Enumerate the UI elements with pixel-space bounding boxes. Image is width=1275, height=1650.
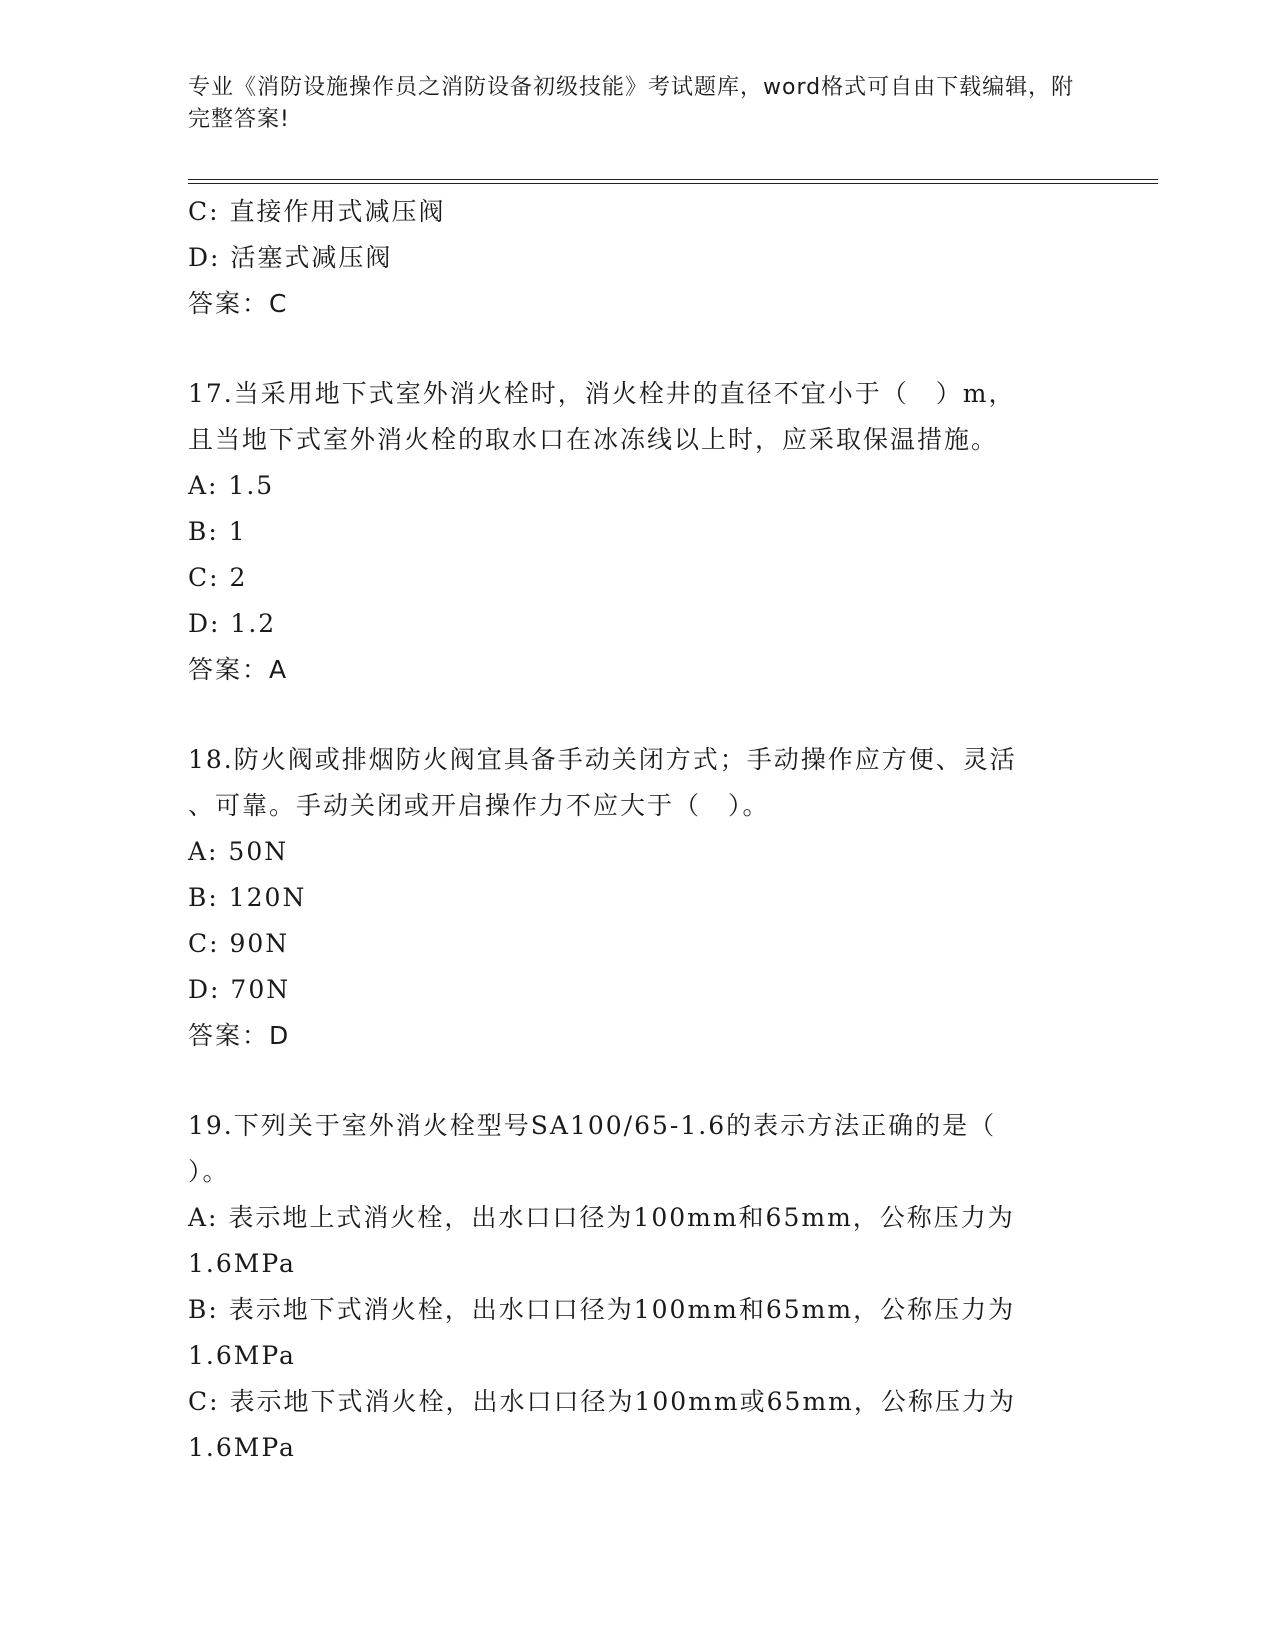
header-note: 专业《消防设施操作员之消防设备初级技能》考试题库，word格式可自由下载编辑，附完整答案! bbox=[188, 75, 1075, 132]
option-c: C: 2 bbox=[188, 563, 248, 592]
option-a-continued: 1.6MPa bbox=[188, 1249, 296, 1278]
option-a: A: 1.5 bbox=[188, 471, 275, 500]
question-stem: ）。 bbox=[188, 1157, 230, 1186]
question-stem: 19.下列关于室外消火栓型号SA100/65-1.6的表示方法正确的是（ bbox=[188, 1111, 997, 1140]
option-a: A: 50N bbox=[188, 837, 289, 866]
question-stem: 、可靠。手动关闭或开启操作力不应大于（ ）。 bbox=[188, 791, 770, 820]
question-19 bbox=[188, 1103, 1088, 1471]
option-c: C: 表示地下式消火栓，出水口口径为100mm或65mm，公称压力为 bbox=[188, 1387, 1016, 1416]
option-b: B: 1 bbox=[188, 517, 247, 546]
spacer bbox=[188, 1059, 1088, 1103]
option-d: D: 1.2 bbox=[188, 609, 277, 638]
option-c: C: 直接作用式减压阀 bbox=[188, 197, 446, 226]
question-stem: 且当地下式室外消火栓的取水口在冰冻线以上时，应采取保温措施。 bbox=[188, 425, 999, 454]
header-divider-bottom bbox=[188, 183, 1158, 184]
option-c: C: 90N bbox=[188, 929, 290, 958]
answer: 答案：D bbox=[188, 1021, 291, 1050]
question-list bbox=[188, 189, 1088, 1471]
question-16-tail bbox=[188, 189, 1088, 327]
header-divider-top bbox=[188, 179, 1158, 180]
option-d: D: 活塞式减压阀 bbox=[188, 243, 393, 272]
answer: 答案：C bbox=[188, 289, 289, 318]
question-17 bbox=[188, 371, 1088, 693]
option-b: B: 120N bbox=[188, 883, 307, 912]
answer: 答案：A bbox=[188, 655, 289, 684]
option-b-continued: 1.6MPa bbox=[188, 1341, 296, 1370]
spacer bbox=[188, 327, 1088, 371]
option-c-continued: 1.6MPa bbox=[188, 1433, 296, 1462]
option-d: D: 70N bbox=[188, 975, 291, 1004]
question-stem: 18.防火阀或排烟防火阀宜具备手动关闭方式；手动操作应方便、灵活 bbox=[188, 745, 1017, 774]
question-18 bbox=[188, 737, 1088, 1059]
option-a: A: 表示地上式消火栓，出水口口径为100mm和65mm，公称压力为 bbox=[188, 1203, 1015, 1232]
option-b: B: 表示地下式消火栓，出水口口径为100mm和65mm，公称压力为 bbox=[188, 1295, 1016, 1324]
question-stem: 17.当采用地下式室外消火栓时，消火栓井的直径不宜小于（ ）m， bbox=[188, 379, 1016, 408]
spacer bbox=[188, 693, 1088, 737]
